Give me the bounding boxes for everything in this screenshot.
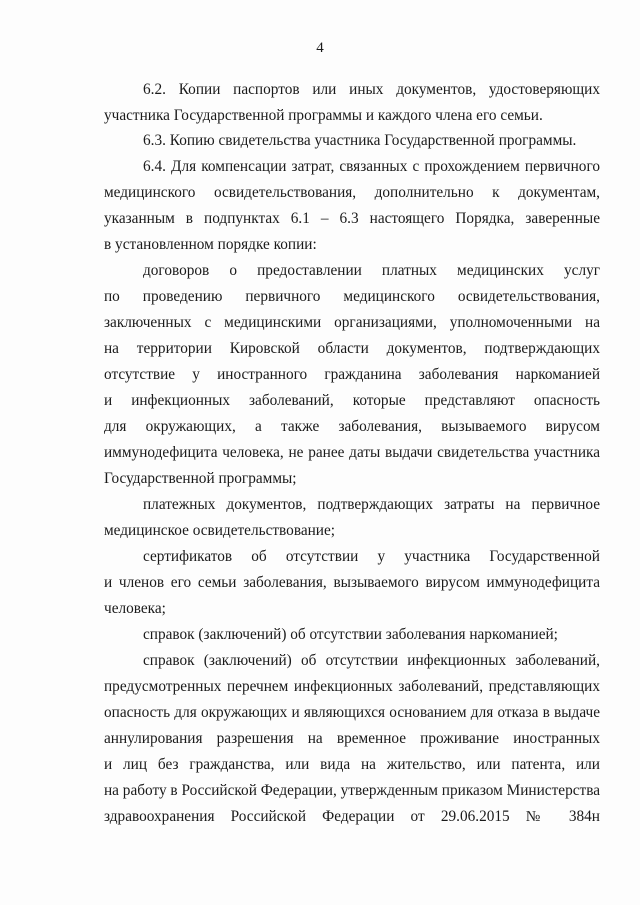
text-line: отсутствие у иностранного гражданина заболевания наркоманией xyxy=(104,366,600,383)
text-line: и членов его семьи заболевания, вызываемого вирусом иммунодефицита xyxy=(104,574,600,591)
text-line: заключенных с медицинскими организациями, уполномоченными на xyxy=(104,314,600,331)
text-line: человека; xyxy=(104,600,166,617)
text-line: опасность для окружающих и являющихся основанием для отказа в выдаче xyxy=(104,704,600,721)
text-line: в установленном порядке копии: xyxy=(104,236,317,253)
text-line: справок (заключений) об отсутствии инфекционных заболеваний, xyxy=(143,652,600,669)
text-line: Государственной программы; xyxy=(104,470,297,487)
text-line: аннулирования разрешения на временное проживание иностранных xyxy=(104,730,600,747)
page-number: 4 xyxy=(316,40,324,56)
text-line: медицинского освидетельствования, дополнительно к документам, xyxy=(104,184,600,201)
text-line: иммунодефицита человека, не ранее даты выдачи свидетельства участника xyxy=(104,444,600,461)
text-line: указанным в подпунктах 6.1 – 6.3 настоящего Порядка, заверенные xyxy=(104,210,600,227)
text-line: по проведению первичного медицинского освидетельствования, xyxy=(104,288,600,305)
text-line: договоров о предоставлении платных медицинских услуг xyxy=(143,262,600,279)
text-line: для окружающих, а также заболевания, вызываемого вирусом xyxy=(104,418,600,435)
text-line: сертификатов об отсутствии у участника Государственной xyxy=(143,548,600,565)
text-line: на работу в Российской Федерации, утвержденным приказом Министерства xyxy=(104,782,600,799)
text-line: медицинское освидетельствование; xyxy=(104,522,336,539)
text-line: здравоохранения Российской Федерации от 29.06.2015 № 384н xyxy=(104,808,600,825)
text-line: платежных документов, подтверждающих затраты на первичное xyxy=(143,496,600,513)
text-line: на территории Кировской области документов, подтверждающих xyxy=(104,340,600,357)
text-line: и лиц без гражданства, или вида на жительство, или патента, или xyxy=(104,756,600,773)
text-line: справок (заключений) об отсутствии заболевания наркоманией; xyxy=(143,626,558,643)
text-line: 6.2. Копии паспортов или иных документов, удостоверяющих xyxy=(143,81,600,98)
text-line: и инфекционных заболеваний, которые представляют опасность xyxy=(104,392,600,409)
text-line: 6.3. Копию свидетельства участника Государственной программы. xyxy=(143,132,577,149)
text-line: 6.4. Для компенсации затрат, связанных с прохождением первичного xyxy=(143,158,600,175)
text-line: участника Государственной программы и каждого члена его семьи. xyxy=(104,107,543,124)
text-line: предусмотренных перечнем инфекционных заболеваний, представляющих xyxy=(104,678,600,695)
